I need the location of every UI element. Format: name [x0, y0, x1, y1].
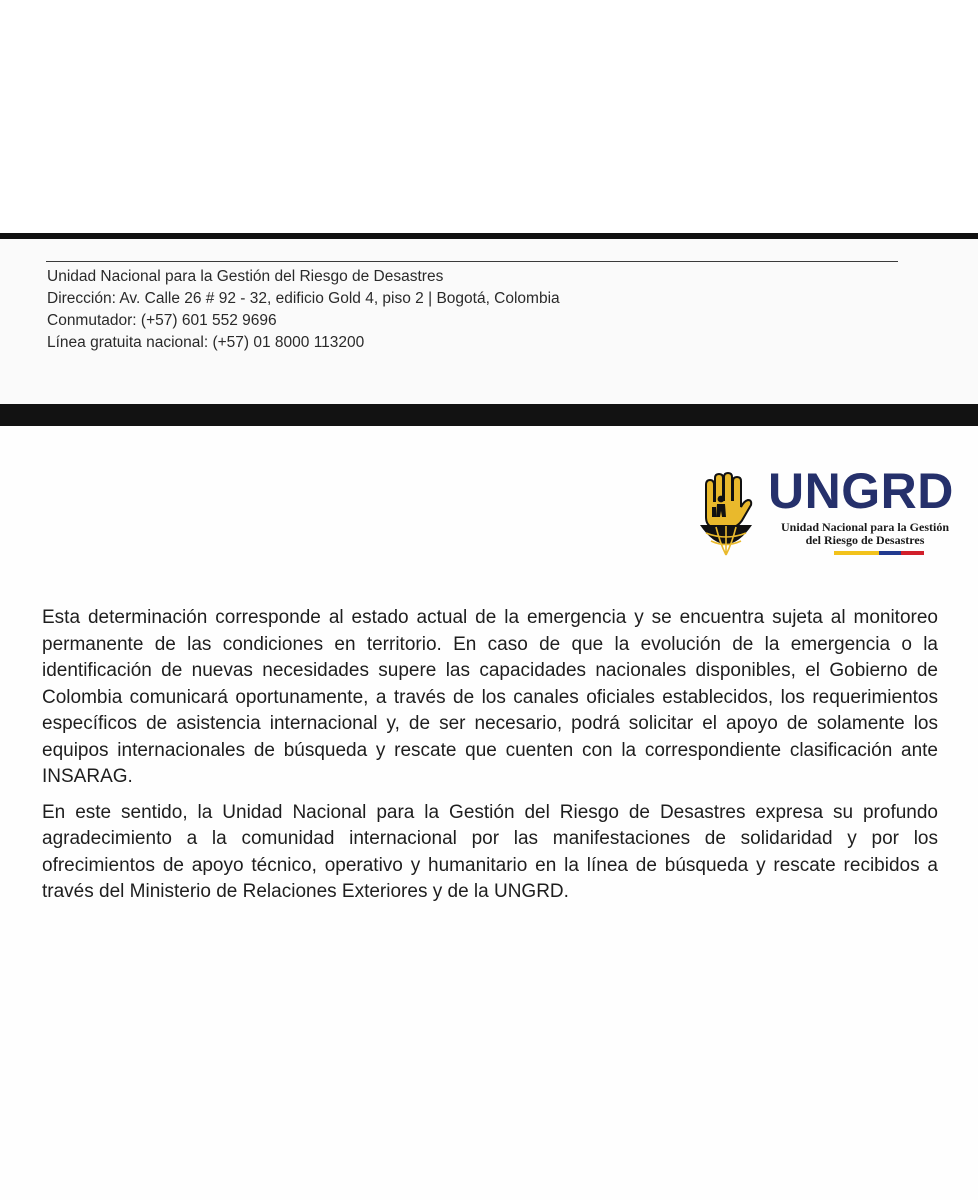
hand-emblem-icon — [694, 471, 758, 559]
logo-acronym: UNGRD — [768, 463, 954, 519]
footer-rule — [46, 261, 898, 262]
top-blank-area — [0, 0, 978, 233]
flag-yellow — [834, 551, 879, 555]
page-separator-bar — [0, 404, 978, 426]
body-paragraph-2: En este sentido, la Unidad Nacional para la Gestión del Riesgo de Desastres expresa su profundo agradecimiento a la comunidad internacional por las manifestaciones de solidaridad y por los ofrecimientos de apoyo técnico, operativo y humanitario en la línea de búsqueda y rescate recibidos a través del Ministerio de Relaciones Exteriores y de la UNGRD. — [42, 801, 938, 902]
footer-org-name: Unidad Nacional para la Gestión del Riesgo de Desastres — [47, 268, 444, 285]
footer-contact — [47, 266, 560, 354]
logo-subtitle-line-2: del Riesgo de Desastres — [805, 533, 925, 547]
letter-body — [42, 605, 938, 915]
flag-red — [901, 551, 924, 555]
ungrd-logo — [694, 463, 969, 563]
flag-blue — [879, 551, 901, 555]
colombia-flag-stripe — [834, 551, 924, 555]
logo-subtitle — [770, 521, 960, 547]
footer-toll-free: Línea gratuita nacional: (+57) 01 8000 113200 — [47, 334, 365, 351]
logo-subtitle-line-1: Unidad Nacional para la Gestión — [780, 520, 950, 534]
body-paragraph-1: Esta determinación corresponde al estado actual de la emergencia y se encuentra sujeta al monitoreo permanente de las condiciones en territorio. En caso de que la evolución de la emergencia o la identificación de nuevas necesidades supere las capacidades nacionales disponibles, el Gobierno de Colombia comunicará oportunamente, a través de los canales oficiales establecidos, los requerimientos específicos de asistencia internacional y, de ser necesario, podrá solicitar el apoyo de solamente los equipos internacionales de búsqueda y rescate que cuenten con la correspondiente clasificación ante INSARAG. — [42, 607, 938, 787]
footer-switchboard: Conmutador: (+57) 601 552 9696 — [47, 312, 277, 329]
footer-address: Dirección: Av. Calle 26 # 92 - 32, edificio Gold 4, piso 2 | Bogotá, Colombia — [47, 290, 560, 307]
